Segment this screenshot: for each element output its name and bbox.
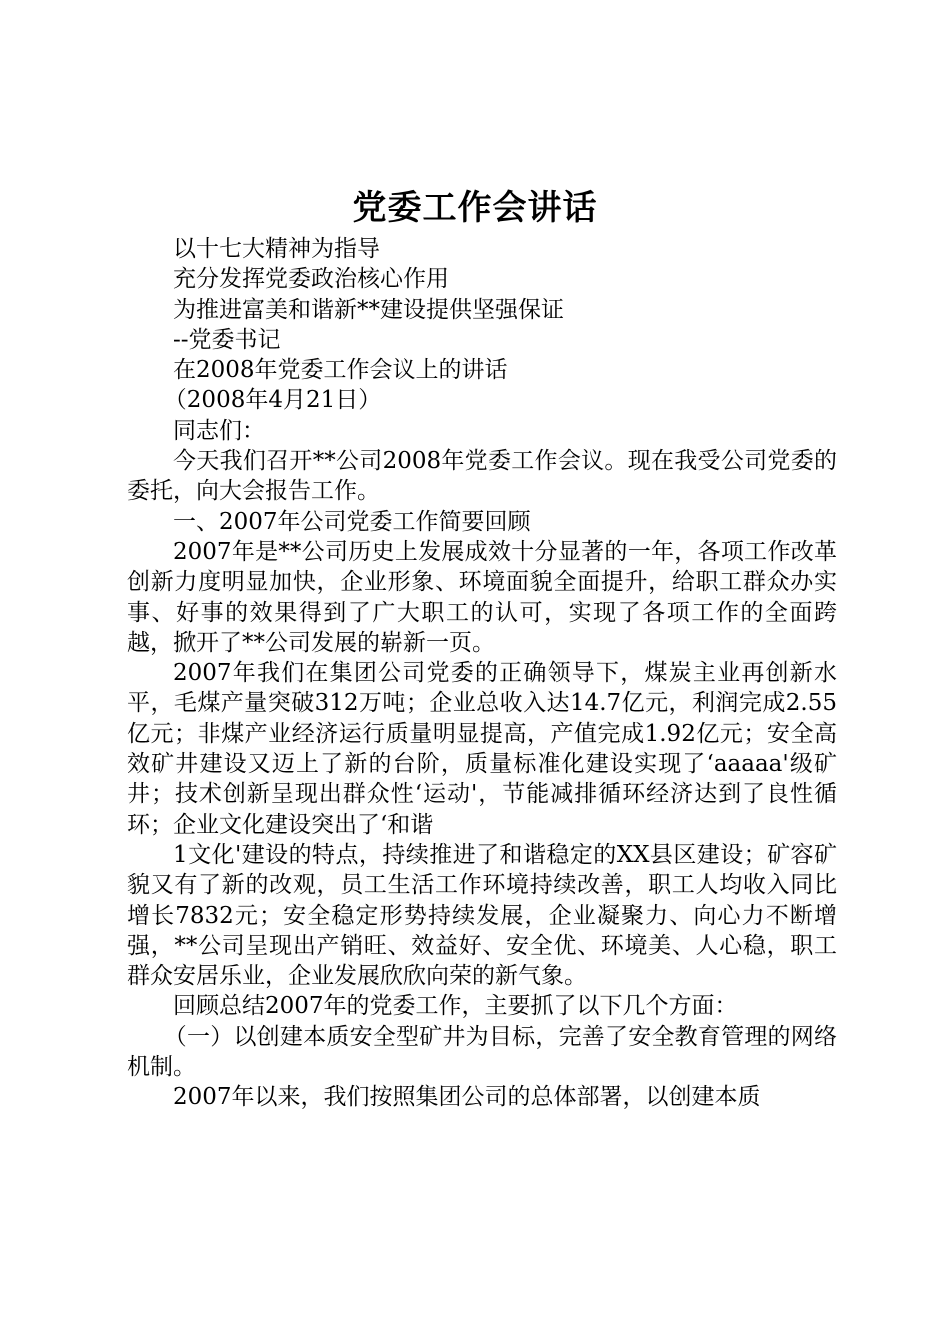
paragraph: 今天我们召开**公司2008年党委工作会议。现在我受公司党委的委托，向大会报告工作。 [127, 448, 837, 505]
paragraph: 1文化'建设的特点，持续推进了和谐稳定的XX县区建设；矿容矿貌又有了新的改观，员工生活工作环境持续改善，职工人均收入同比增长7832元；安全稳定形势持续发展，企业凝聚力、向心力不断增强，**公司呈现出产销旺、效益好、安全优、环境美、人心稳，职工群众安居乐业，企业发展欣欣向荣的新气象。 [127, 841, 837, 990]
paragraph: （一）以创建本质安全型矿井为目标，完善了安全教育管理的网络机制。 [127, 1023, 837, 1081]
paragraph: 以十七大精神为指导 [173, 236, 380, 262]
document-title: 党委工作会讲话 [352, 188, 598, 228]
paragraph: 2007年我们在集团公司党委的正确领导下，煤炭主业再创新水平，毛煤产量突破312万吨；企业总收入达14.7亿元，利润完成2.55亿元；非煤产业经济运行质量明显提高，产值完成1.92亿元；安全高效矿井建设又迈上了新的台阶，质量标准化建设实现了‘aaaaa'级矿井；技术创新呈现出群众性‘运动'，节能减排循环经济达到了良性循环；企业文化建设突出了‘和谐 [127, 660, 837, 838]
paragraph: 一、2007年公司党委工作简要回顾 [173, 508, 531, 535]
paragraph: （2008年4月21日） [163, 387, 382, 414]
paragraph: 同志们： [173, 417, 265, 444]
paragraph: 在2008年党委工作会议上的讲话 [173, 357, 508, 384]
paragraph: 充分发挥党委政治核心作用 [173, 266, 449, 293]
paragraph: 为推进富美和谐新**建设提供坚强保证 [173, 296, 564, 323]
paragraph: 2007年以来，我们按照集团公司的总体部署，以创建本质 [173, 1084, 761, 1111]
document-body [127, 234, 837, 1113]
paragraph: --党委书记 [173, 326, 281, 353]
paragraph: 2007年是**公司历史上发展成效十分显著的一年，各项工作改革创新力度明显加快，企业形象、环境面貌全面提升，给职工群众办实事、好事的效果得到了广大职工的认可，实现了各项工作的全面跨越，掀开了**公司发展的崭新一页。 [127, 538, 837, 656]
paragraph: 回顾总结2007年的党委工作，主要抓了以下几个方面： [173, 993, 738, 1020]
